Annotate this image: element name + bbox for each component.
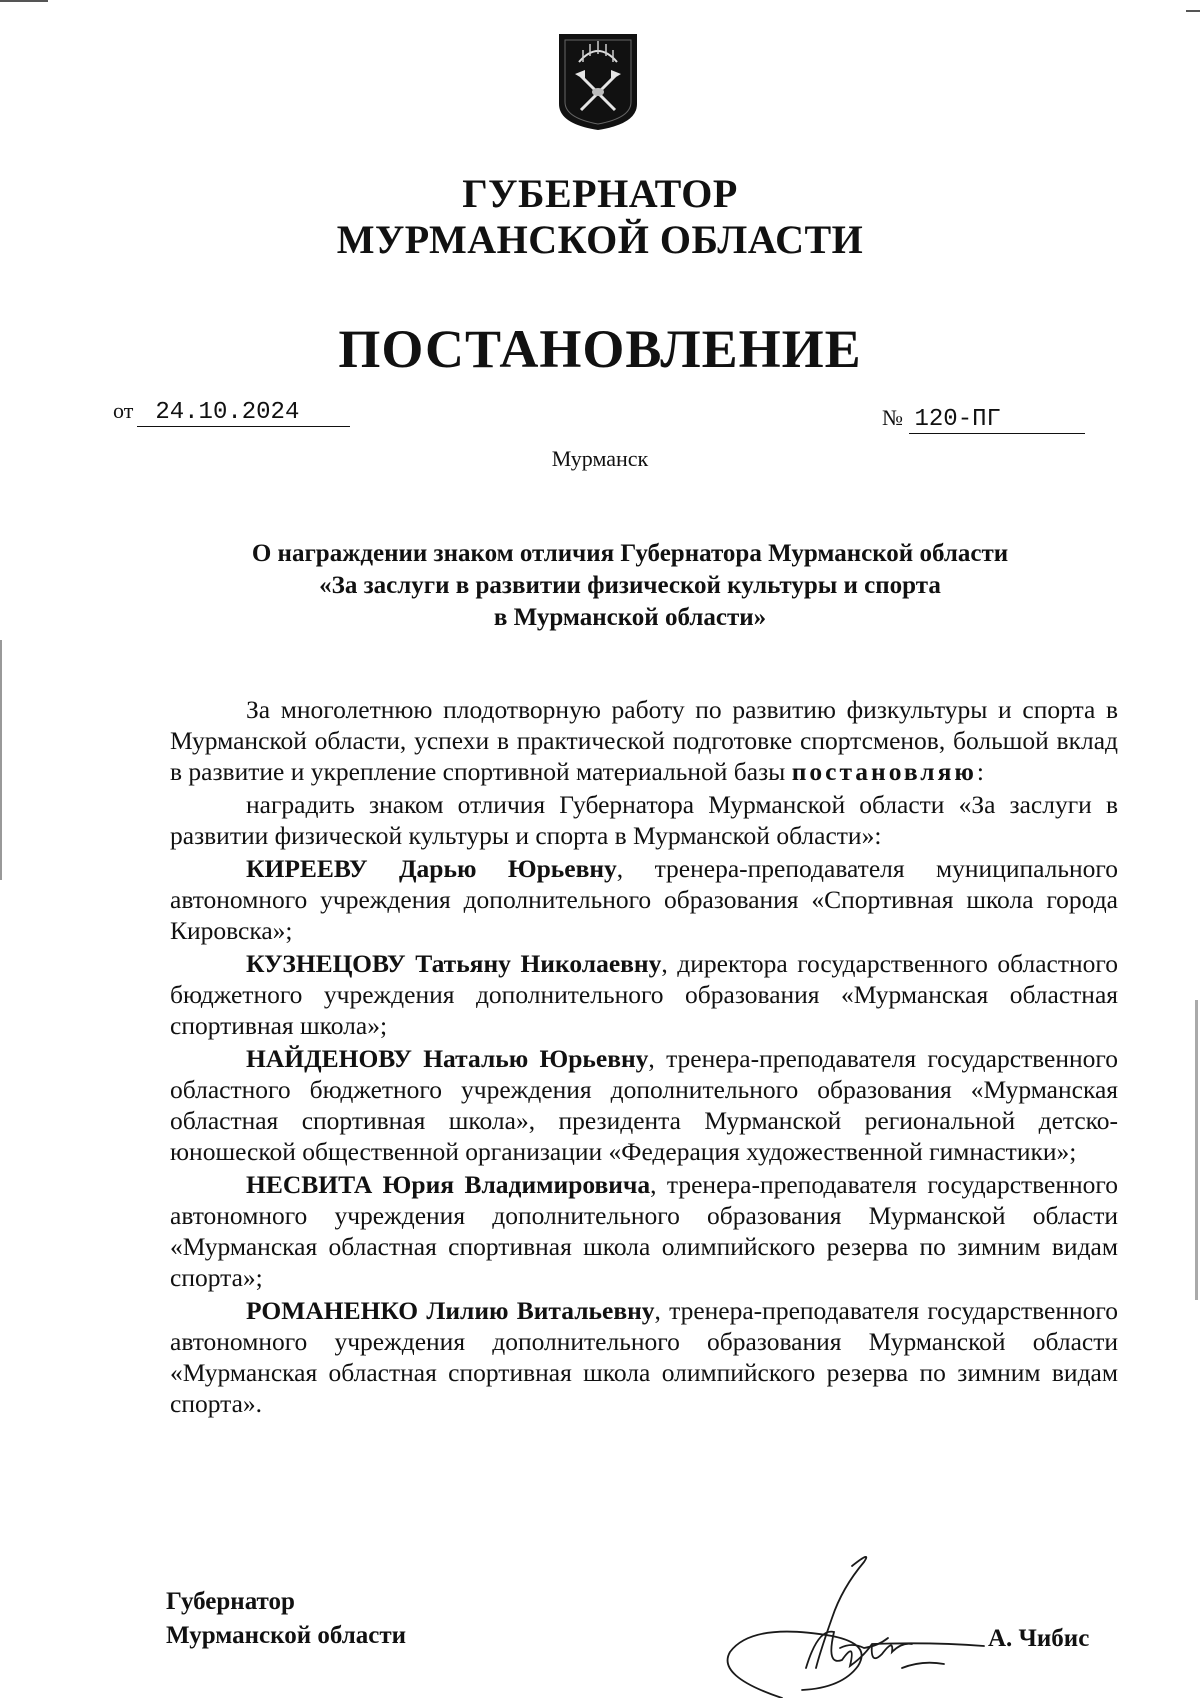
signer-title-line2: Мурманской области [166, 1622, 407, 1649]
awardee-paragraph [170, 1043, 1118, 1167]
awardee-name: НАЙДЕНОВУ Наталью Юрьевну [246, 1044, 649, 1073]
awardee-paragraph [170, 1169, 1118, 1293]
awardee-paragraph [170, 853, 1118, 946]
scan-edge-mark [1195, 1000, 1198, 1300]
award-intro-paragraph: наградить знаком отличия Губернатора Мурманской области «За заслуги в развитии физической культуры и спорта в Мурманской области»: [170, 790, 1118, 850]
awardee-description: , директора государственного областного бюджетного учреждения дополнительного образования «Мурманская областная спортивная школа»; [170, 949, 1118, 1040]
preamble-text: За многолетнюю плодотворную работу по развитию физкультуры и спорта в Мурманской области, успехи в практической подготовке спортсменов, большой вклад в развитие и укрепление спортивной материальной базы [170, 695, 1118, 786]
awardee-paragraph [170, 1295, 1118, 1419]
signer-title [166, 1585, 406, 1653]
decree-colon: : [976, 757, 984, 786]
number-label: № [882, 405, 903, 430]
subject-line: О награждении знаком отличия Губернатора Мурманской области [251, 540, 1009, 567]
awardee-paragraph [170, 948, 1118, 1041]
document-body [170, 694, 1118, 1421]
awardee-description: , тренера-преподавателя государственного автономного учреждения дополнительного образования Мурманской области «Мурманская областная спортивная школа олимпийского резерва по зимним видам спорта»; [170, 1170, 1118, 1292]
number-field [882, 405, 1085, 434]
awardee-description: , тренера-преподавателя государственного областного бюджетного учреждения дополнительного образования «Мурманская областная спортивная школа», президента Мурманской региональной детско-юношеской общественной организации «Федерация художественной гимнастики»; [170, 1044, 1118, 1166]
date-value: 24.10.2024 [137, 400, 350, 427]
document-type-title: ПОСТАНОВЛЕНИЕ [338, 319, 862, 379]
authority-title-line2: МУРМАНСКОЙ ОБЛАСТИ [336, 217, 864, 262]
awardee-description: , тренера-преподавателя государственного автономного учреждения дополнительного образования Мурманской области «Мурманская областная спортивная школа олимпийского резерва по зимним видам спорта». [170, 1296, 1118, 1418]
scan-edge-mark [0, 0, 48, 2]
awardee-name: НЕСВИТА Юрия Владимировича [246, 1170, 651, 1199]
scan-edge-mark [1186, 10, 1200, 12]
authority-title-line1: ГУБЕРНАТОР [462, 171, 738, 216]
signer-title-line1: Губернатор [166, 1588, 295, 1615]
document-subject [170, 538, 1090, 634]
subject-line: в Мурманской области» [493, 604, 767, 631]
number-value: 120-ПГ [909, 407, 1085, 434]
awardee-name: КУЗНЕЦОВУ Татьяну Николаевну [246, 949, 662, 978]
date-label: от [113, 398, 134, 423]
signer-name: А. Чибис [988, 1625, 1090, 1652]
decree-word: постановляю [791, 757, 977, 786]
scan-edge-mark [0, 640, 2, 880]
awardee-name: РОМАНЕНКО Лилию Витальевну [246, 1296, 655, 1325]
awardee-description: , тренера-преподавателя муниципального автономного учреждения дополнительного образования «Спортивная школа города Кировска»; [170, 854, 1119, 945]
preamble-paragraph [170, 694, 1118, 787]
city-name: Мурманск [551, 446, 649, 471]
coat-of-arms-icon [557, 32, 639, 132]
date-field [113, 398, 350, 427]
subject-line: «За заслуги в развитии физической культуры и спорта [319, 572, 941, 599]
handwritten-signature [722, 1548, 1002, 1698]
awardee-name: КИРЕЕВУ Дарью Юрьевну [246, 854, 617, 883]
